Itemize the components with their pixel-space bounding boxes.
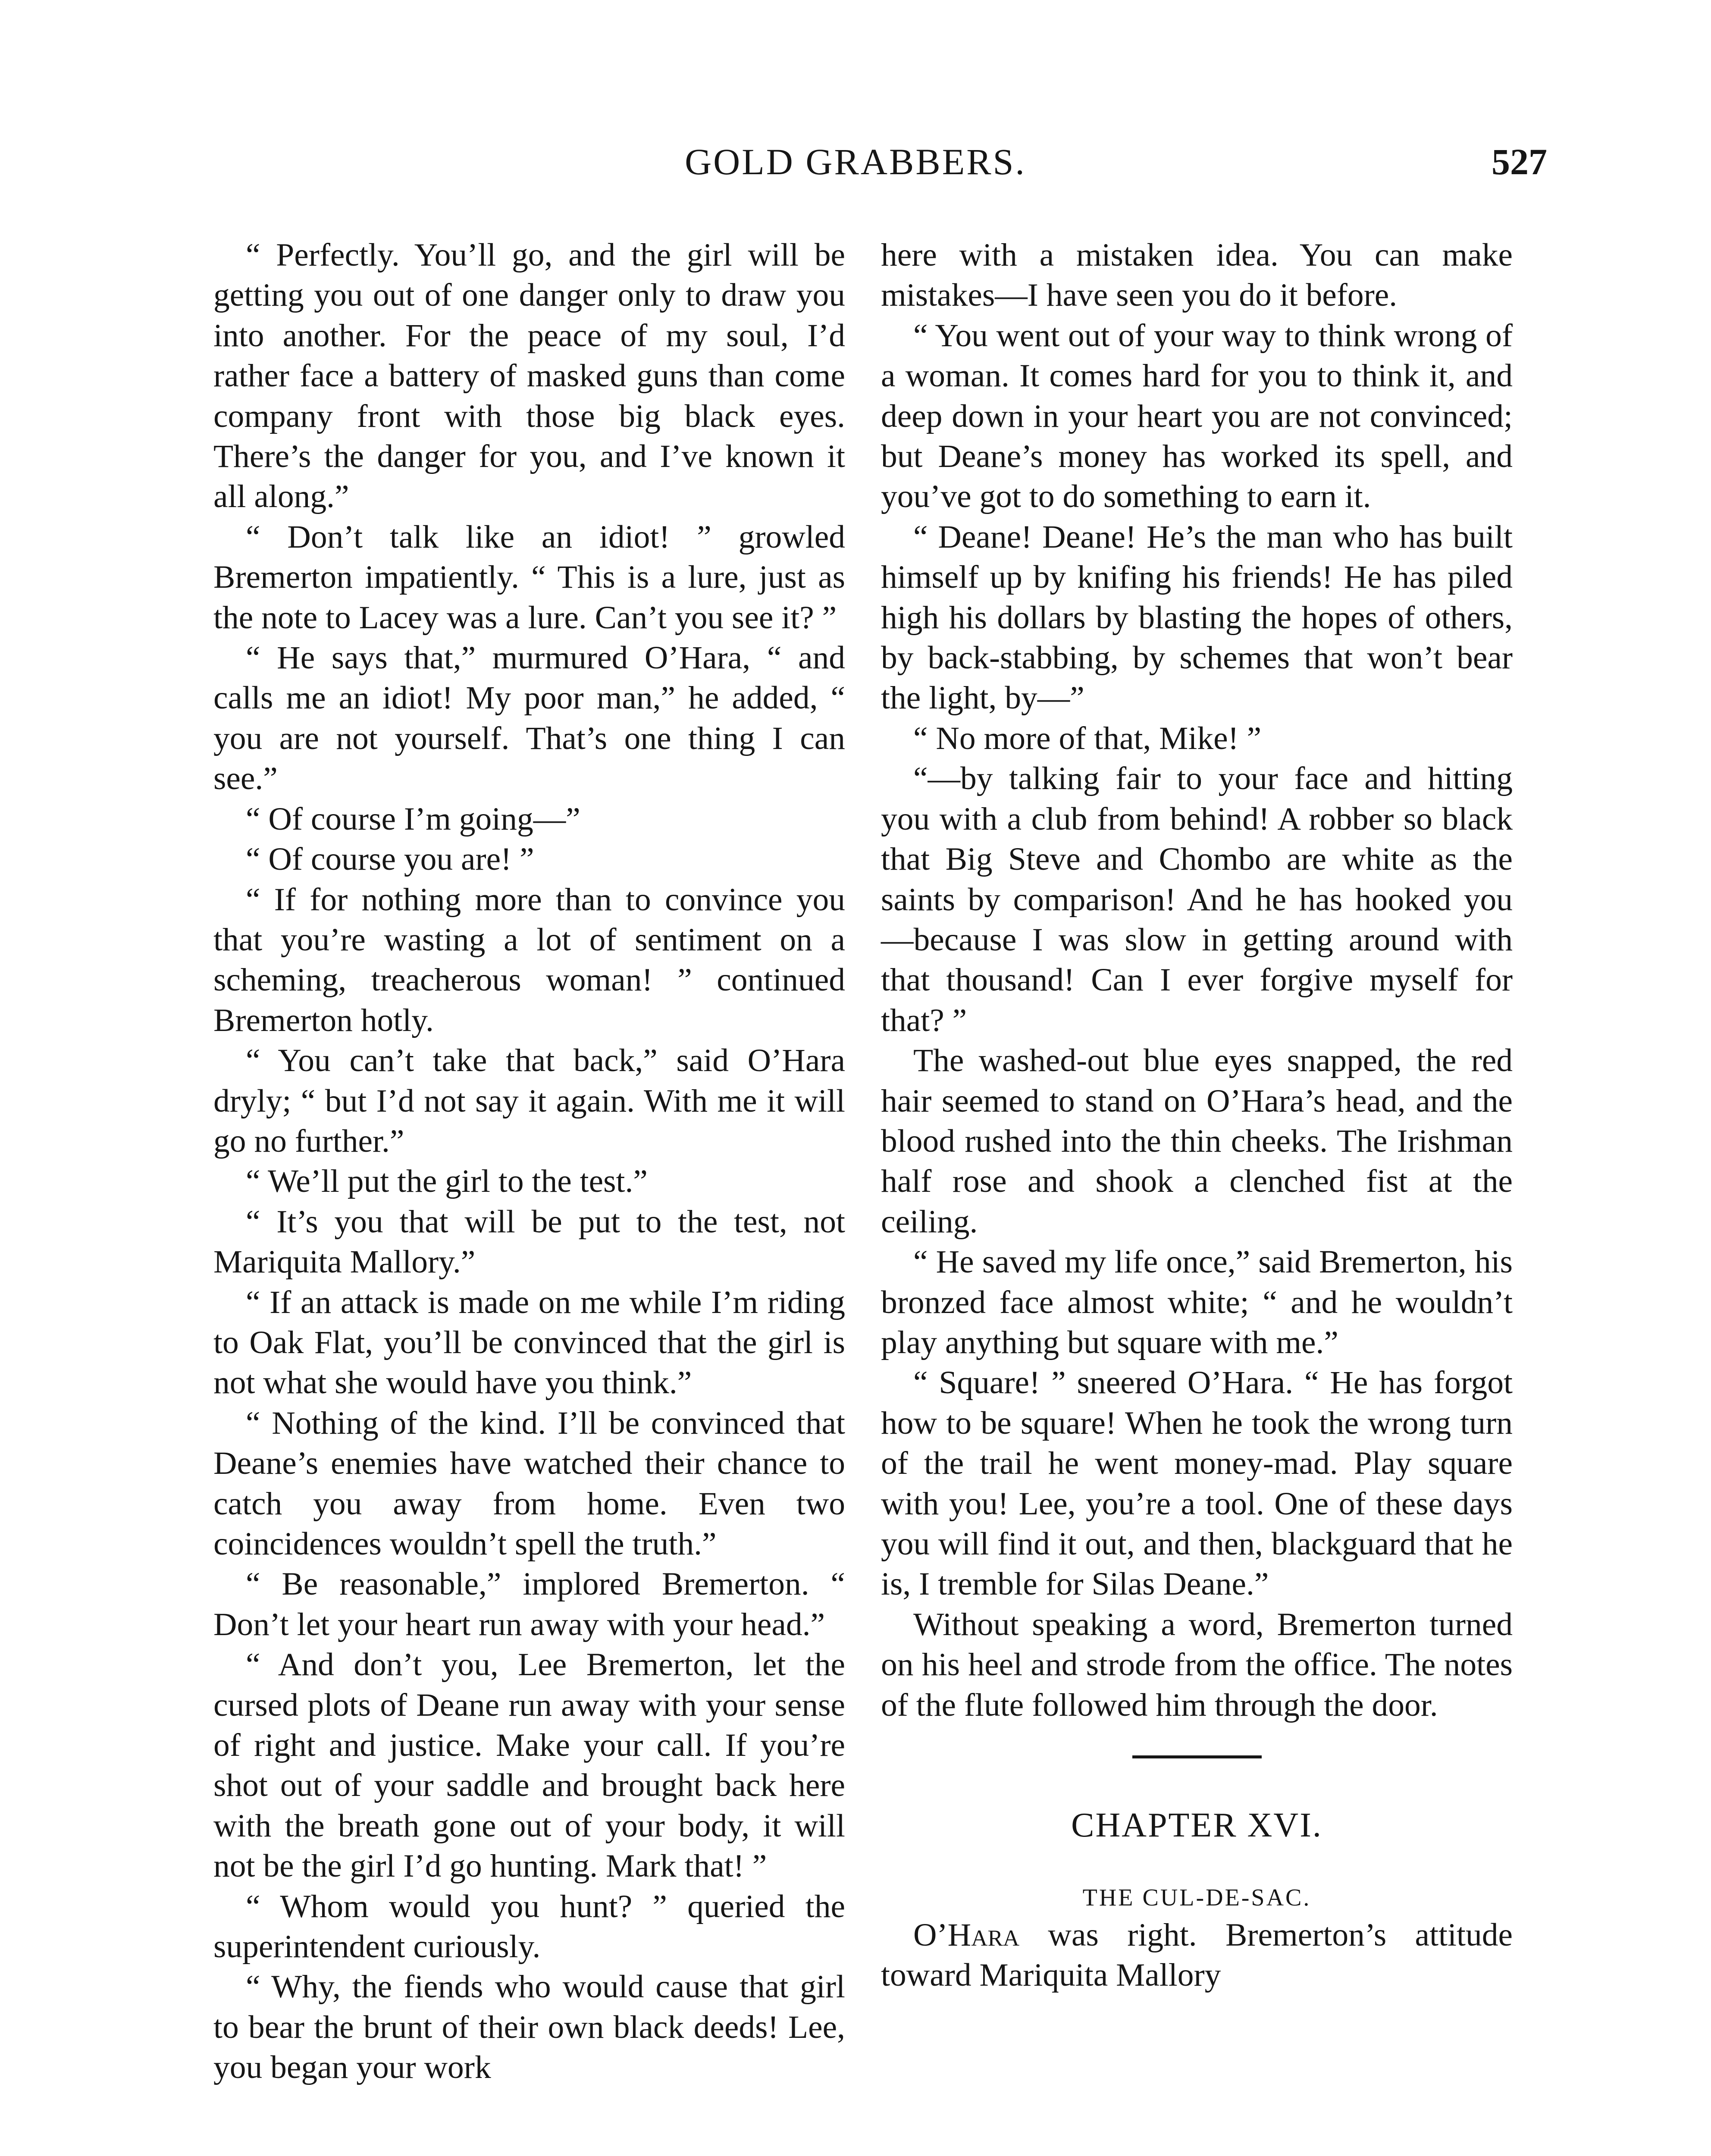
paragraph-continued: here with a mistaken idea. You can make mistakes—I have seen you do it before. (881, 237, 1513, 313)
paragraph: “ Deane! Deane! He’s the man who has built himself up by knifing his friends! He has piled high his dollars by blasting the hopes of others, by back-stabbing, by schemes that won’t bear the light, by—” (881, 519, 1513, 716)
page-number: 527 (1492, 141, 1547, 182)
chapter-opening-paragraph (881, 1915, 1513, 1996)
chapter-divider (1132, 1755, 1262, 1758)
paragraph: “ Perfectly. You’ll go, and the girl will be getting you out of one danger only to draw you into another. For the peace of my soul, I’d rather face a battery of masked guns than come company front with those big black eyes. There’s the danger for you, and I’ve known it all along.” (213, 237, 845, 515)
paragraph: “ Be reasonable,” implored Bremerton. “ Don’t let your heart run away with your head.” (213, 1566, 845, 1642)
paragraph: “ Don’t talk like an idiot! ” growled Bremerton impatiently. “ This is a lure, just as the note to Lacey was a lure. Can’t you see it? ” (213, 519, 845, 636)
paragraph: “ Square! ” sneered O’Hara. “ He has forgot how to be square! When he took the wrong turn of the trail he went money-mad. Play square with you! Lee, you’re a tool. One of these days you will find it out, and then, blackguard that he is, I tremble for Silas Deane.” (881, 1365, 1513, 1602)
paragraph: “ Whom would you hunt? ” queried the superintendent curiously. (213, 1888, 845, 1965)
paragraph: “ You went out of your way to think wrong of a woman. It comes hard for you to think it, and deep down in your heart you are not convinced; but Deane’s money has worked its spell, and you’ve got to do something to earn it. (881, 317, 1513, 515)
running-title: GOLD GRABBERS. (685, 141, 1026, 182)
chapter-first-text: was right. Bremerton’s attitude toward Mariquita Mallory (881, 1917, 1513, 1993)
paragraph: “ We’ll put the girl to the test.” (246, 1163, 648, 1200)
paragraph: “ Of course you are! ” (246, 841, 534, 877)
chapter-first-word: O’Hara (913, 1917, 1020, 1953)
paragraph: “ He saved my life once,” said Bremerton, his bronzed face almost white; “ and he wouldn’t play anything but square with me.” (881, 1244, 1513, 1360)
paragraph: “ He says that,” murmured O’Hara, “ and calls me an idiot! My poor man,” he added, “ you are not yourself. That’s one thing I can see.” (213, 640, 845, 797)
paragraph: “ No more of that, Mike! ” (913, 720, 1262, 756)
chapter-title: CHAPTER XVI. (1071, 1806, 1322, 1845)
paragraph: “ It’s you that will be put to the test, not Mariquita Mallory.” (213, 1203, 845, 1280)
paragraph: “ Why, the fiends who would cause that girl to bear the brunt of their own black deeds! Lee, you began your work (213, 1969, 845, 2086)
paragraph: Without speaking a word, Bremerton turned on his heel and strode from the office. The notes of the flute followed him through the door. (881, 1606, 1513, 1723)
paragraph: “—by talking fair to your face and hitting you with a club from behind! A robber so black that Big Steve and Chombo are white as the saints by comparison! And he has hooked you—because I was slow in getting around with that thousand! Can I ever forgive myself for that? ” (881, 761, 1513, 1038)
right-column (881, 235, 1513, 1996)
paragraph: “ If for nothing more than to convince you that you’re wasting a lot of sentiment on a scheming, treacherous woman! ” continued Bremerton hotly. (213, 881, 845, 1038)
paragraph: “ You can’t take that back,” said O’Hara dryly; “ but I’d not say it again. With me it will go no further.” (213, 1043, 845, 1159)
page-header (0, 140, 1711, 192)
paragraph: The washed-out blue eyes snapped, the red hair seemed to stand on O’Hara’s head, and the blood rushed into the thin cheeks. The Irishman half rose and shook a clenched fist at the ceiling. (881, 1043, 1513, 1240)
left-column (213, 235, 845, 2088)
paragraph: “ Of course I’m going—” (246, 801, 580, 837)
paragraph: “ Nothing of the kind. I’ll be convinced that Deane’s enemies have watched their chance to catch you away from home. Even two coincidences wouldn’t spell the truth.” (213, 1405, 845, 1562)
paragraph: “ If an attack is made on me while I’m riding to Oak Flat, you’ll be convinced that the girl is not what she would have you think.” (213, 1284, 845, 1401)
paragraph: “ And don’t you, Lee Bremerton, let the cursed plots of Deane run away with your sense of right and justice. Make your call. If you’re shot out of your saddle and brought back here with the breath gone out of your body, it will not be the girl I’d go hunting. Mark that! ” (213, 1647, 845, 1884)
chapter-subtitle: THE CUL-DE-SAC. (1082, 1884, 1311, 1912)
